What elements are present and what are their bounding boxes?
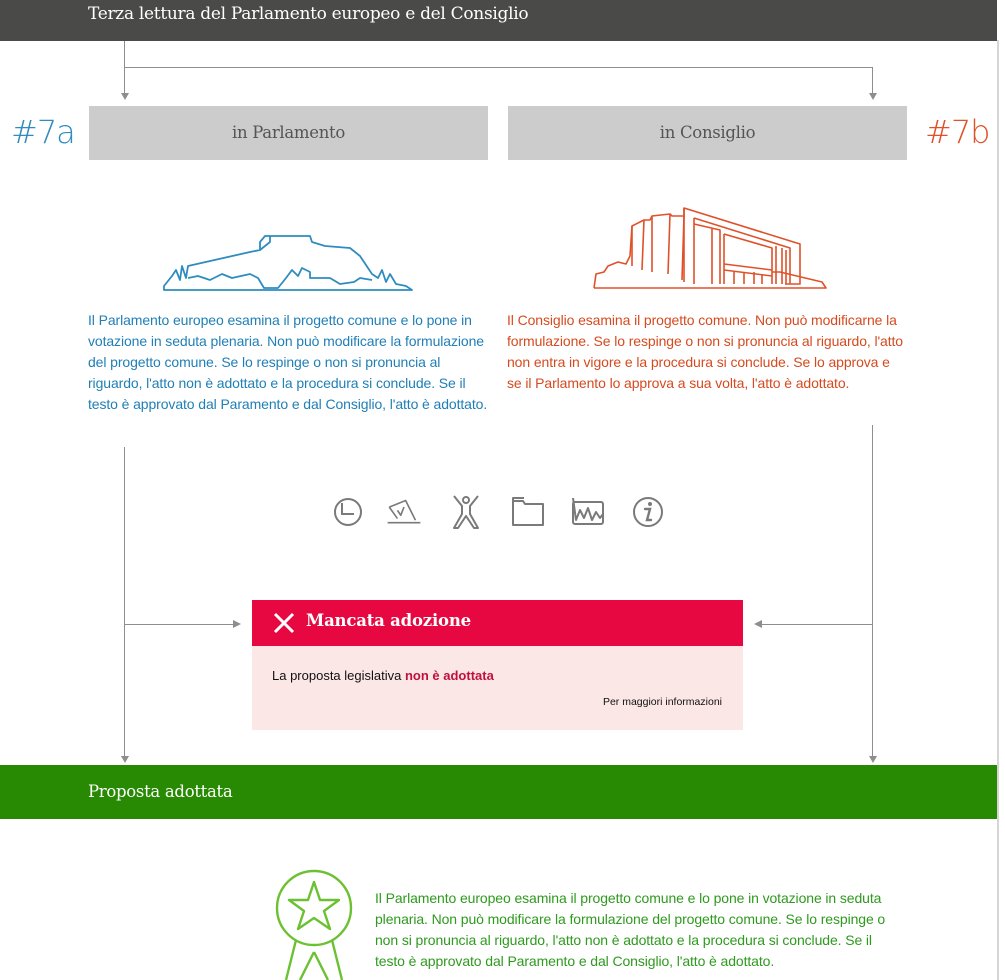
section-title: Terza lettura del Parlamento europeo e del Consiglio xyxy=(88,4,529,24)
step-box-council: in Consiglio xyxy=(508,106,907,160)
step-number-7b: #7b xyxy=(925,113,990,151)
ballot-vote-icon[interactable] xyxy=(386,494,422,530)
adopted-title: Proposta adottata xyxy=(88,782,233,801)
step-box-parliament: in Parlamento xyxy=(89,106,488,160)
close-x-icon xyxy=(272,611,296,635)
person-icon[interactable] xyxy=(448,494,484,530)
failure-title: Mancata adozione xyxy=(306,611,471,630)
award-ribbon-icon xyxy=(270,868,360,980)
connector-line xyxy=(872,425,873,758)
arrow-down-icon xyxy=(121,93,129,100)
parliament-description: Il Parlamento europeo esamina il progetto comune e lo pone in votazione in seduta plenaria. Non può modificare la formulazione del progetto comune. Se lo respinge o non si pronuncia al riguardo, l'atto non è adottato e la procedura si conclude. Se il testo è approvato dal Paramento e dal Consiglio, l'atto è adottato. xyxy=(88,312,488,412)
arrow-left-icon xyxy=(754,620,762,628)
connector-line xyxy=(124,67,873,68)
failure-card xyxy=(252,600,743,730)
more-info-link[interactable]: Per maggiori informazioni xyxy=(602,696,722,708)
connector-line xyxy=(872,67,873,94)
chart-icon[interactable] xyxy=(570,494,606,530)
connector-line xyxy=(124,447,125,758)
arrow-down-icon xyxy=(869,93,877,100)
info-icon-row xyxy=(330,494,670,530)
connector-line xyxy=(762,624,873,625)
connector-line xyxy=(124,67,125,94)
arrow-down-icon xyxy=(121,756,129,763)
folder-icon[interactable] xyxy=(510,494,546,530)
arrow-down-icon xyxy=(869,756,877,763)
council-building-icon xyxy=(590,200,830,292)
connector-line xyxy=(124,41,125,68)
section-header-adopted xyxy=(0,765,997,819)
arrow-right-icon xyxy=(233,620,241,628)
clock-icon[interactable] xyxy=(330,494,366,530)
failure-message-prefix: La proposta legislativa xyxy=(272,668,405,683)
info-icon[interactable] xyxy=(630,494,666,530)
section-header-third-reading xyxy=(0,0,997,41)
failure-message xyxy=(272,668,494,683)
council-description: Il Consiglio esamina il progetto comune. Non può modificarne la formulazione. Se lo respinge o non si pronuncia al riguardo, l'atto non entra in vigore e la procedura si conclude. Se lo approva e se il Parlamento lo approva a sua volta, l'atto è adottato. xyxy=(507,312,903,391)
step-number-7a: #7a xyxy=(11,113,75,151)
failure-message-emphasis: non è adottata xyxy=(404,668,494,683)
adopted-description: Il Parlamento europeo esamina il progetto comune e lo pone in votazione in seduta plenaria. Non può modificare la formulazione del progetto comune. Se lo respinge o non si pronuncia al riguardo, l'atto non è adottato e la procedura si conclude. Se il testo è approvato dal Paramento e dal Consiglio, l'atto è adottato. xyxy=(375,890,886,969)
parliament-building-icon xyxy=(160,230,416,292)
connector-line xyxy=(124,624,234,625)
scrollbar-track[interactable] xyxy=(997,40,999,980)
failure-card-header xyxy=(252,600,743,646)
